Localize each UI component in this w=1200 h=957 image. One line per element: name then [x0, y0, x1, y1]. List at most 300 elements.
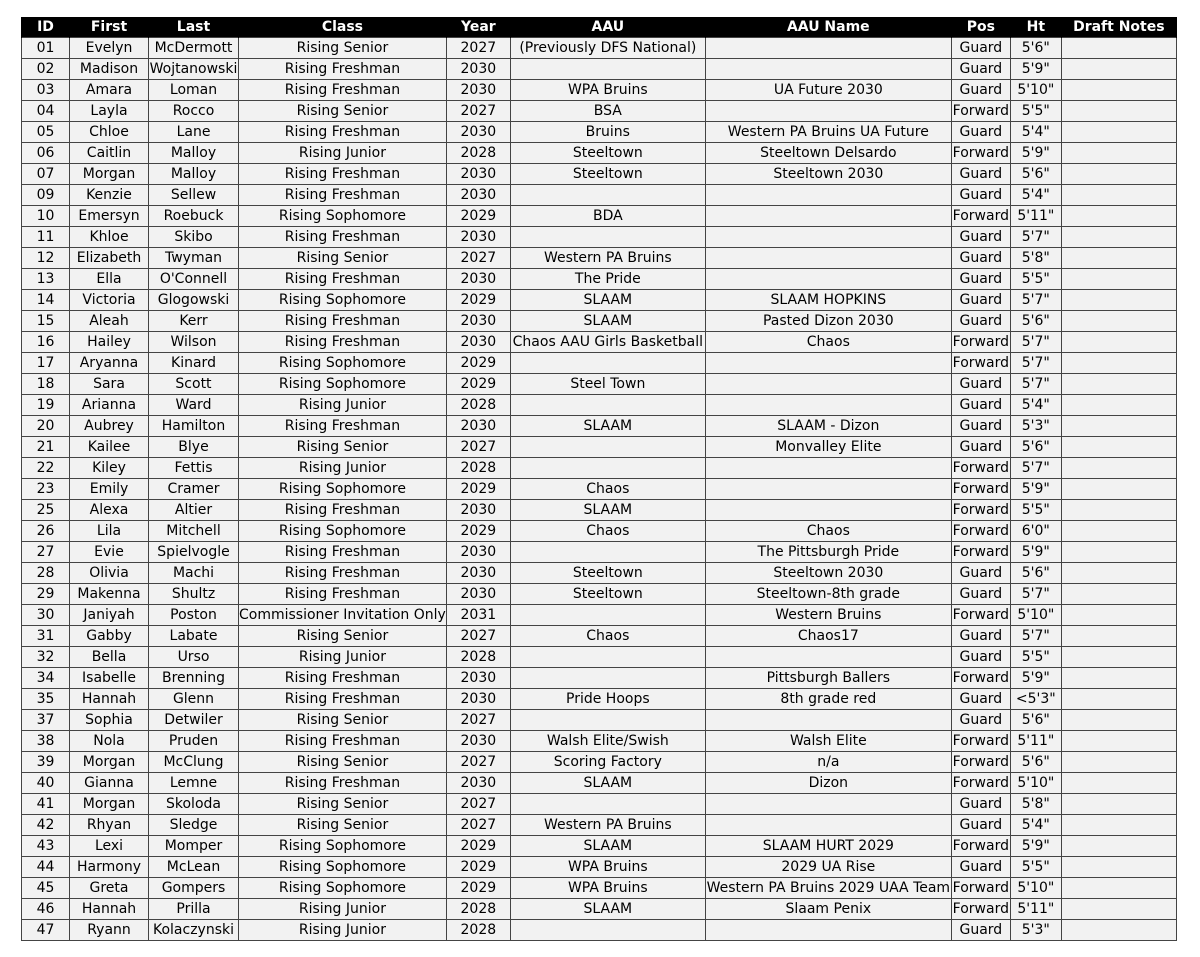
cell-first: Khloe — [70, 227, 149, 248]
cell-year: 2027 — [446, 248, 510, 269]
roster-table — [21, 17, 1177, 941]
cell-pos: Forward — [951, 206, 1010, 227]
table-row — [22, 542, 1177, 563]
cell-first: Lexi — [70, 836, 149, 857]
cell-class: Rising Sophomore — [239, 290, 447, 311]
cell-draft-notes — [1061, 605, 1176, 626]
cell-ht: 5'5" — [1010, 500, 1061, 521]
cell-draft-notes — [1061, 626, 1176, 647]
cell-ht: 5'4" — [1010, 395, 1061, 416]
cell-ht: 5'7" — [1010, 626, 1061, 647]
cell-last: Kerr — [149, 311, 239, 332]
cell-pos: Guard — [951, 689, 1010, 710]
cell-id: 38 — [22, 731, 70, 752]
cell-ht: 5'6" — [1010, 164, 1061, 185]
cell-pos: Guard — [951, 122, 1010, 143]
table-row — [22, 269, 1177, 290]
cell-draft-notes — [1061, 794, 1176, 815]
cell-first: Morgan — [70, 752, 149, 773]
cell-draft-notes — [1061, 584, 1176, 605]
cell-aau: SLAAM — [510, 500, 705, 521]
cell-draft-notes — [1061, 227, 1176, 248]
cell-ht: 5'5" — [1010, 269, 1061, 290]
cell-ht: 5'9" — [1010, 836, 1061, 857]
cell-aau: Chaos AAU Girls Basketball — [510, 332, 705, 353]
cell-aau: Scoring Factory — [510, 752, 705, 773]
cell-pos: Forward — [951, 479, 1010, 500]
cell-pos: Guard — [951, 437, 1010, 458]
cell-year: 2030 — [446, 773, 510, 794]
cell-aau-name: Pittsburgh Ballers — [705, 668, 951, 689]
cell-draft-notes — [1061, 731, 1176, 752]
cell-first: Gianna — [70, 773, 149, 794]
header-row — [22, 17, 1177, 38]
cell-year: 2030 — [446, 122, 510, 143]
cell-year: 2027 — [446, 437, 510, 458]
cell-year: 2028 — [446, 920, 510, 941]
cell-last: Skibo — [149, 227, 239, 248]
cell-class: Rising Freshman — [239, 185, 447, 206]
cell-last: Lane — [149, 122, 239, 143]
table-row — [22, 458, 1177, 479]
cell-aau-name — [705, 395, 951, 416]
header-last: Last — [149, 17, 239, 38]
cell-first: Caitlin — [70, 143, 149, 164]
cell-ht: <5'3" — [1010, 689, 1061, 710]
cell-last: Scott — [149, 374, 239, 395]
cell-aau-name — [705, 710, 951, 731]
cell-first: Makenna — [70, 584, 149, 605]
cell-aau — [510, 227, 705, 248]
cell-class: Rising Freshman — [239, 311, 447, 332]
cell-draft-notes — [1061, 269, 1176, 290]
cell-id: 30 — [22, 605, 70, 626]
table-row — [22, 920, 1177, 941]
cell-last: O'Connell — [149, 269, 239, 290]
cell-first: Ella — [70, 269, 149, 290]
cell-aau-name — [705, 38, 951, 59]
cell-draft-notes — [1061, 185, 1176, 206]
cell-pos: Forward — [951, 731, 1010, 752]
cell-aau — [510, 794, 705, 815]
cell-id: 14 — [22, 290, 70, 311]
cell-last: Wojtanowski — [149, 59, 239, 80]
cell-aau: SLAAM — [510, 416, 705, 437]
cell-first: Layla — [70, 101, 149, 122]
cell-class: Rising Senior — [239, 626, 447, 647]
cell-pos: Forward — [951, 500, 1010, 521]
cell-draft-notes — [1061, 857, 1176, 878]
cell-ht: 5'6" — [1010, 710, 1061, 731]
cell-ht: 5'6" — [1010, 38, 1061, 59]
cell-id: 06 — [22, 143, 70, 164]
cell-class: Rising Sophomore — [239, 521, 447, 542]
table-row — [22, 794, 1177, 815]
cell-ht: 5'7" — [1010, 353, 1061, 374]
cell-aau-name: Steeltown-8th grade — [705, 584, 951, 605]
cell-year: 2030 — [446, 164, 510, 185]
cell-last: Urso — [149, 647, 239, 668]
cell-year: 2030 — [446, 332, 510, 353]
cell-pos: Guard — [951, 227, 1010, 248]
cell-aau — [510, 458, 705, 479]
cell-draft-notes — [1061, 710, 1176, 731]
cell-draft-notes — [1061, 479, 1176, 500]
cell-year: 2030 — [446, 80, 510, 101]
cell-aau-name — [705, 458, 951, 479]
cell-pos: Guard — [951, 626, 1010, 647]
table-row — [22, 206, 1177, 227]
cell-last: Glenn — [149, 689, 239, 710]
cell-class: Commissioner Invitation Only — [239, 605, 447, 626]
cell-pos: Forward — [951, 353, 1010, 374]
cell-first: Morgan — [70, 164, 149, 185]
cell-draft-notes — [1061, 521, 1176, 542]
cell-draft-notes — [1061, 773, 1176, 794]
cell-draft-notes — [1061, 101, 1176, 122]
cell-aau-name: Western Bruins — [705, 605, 951, 626]
table-row — [22, 353, 1177, 374]
cell-id: 25 — [22, 500, 70, 521]
cell-aau-name: Pasted Dizon 2030 — [705, 311, 951, 332]
cell-last: Momper — [149, 836, 239, 857]
cell-last: Mitchell — [149, 521, 239, 542]
table-row — [22, 122, 1177, 143]
cell-class: Rising Sophomore — [239, 878, 447, 899]
cell-aau-name: SLAAM HURT 2029 — [705, 836, 951, 857]
cell-aau — [510, 59, 705, 80]
table-row — [22, 332, 1177, 353]
cell-id: 16 — [22, 332, 70, 353]
cell-class: Rising Junior — [239, 899, 447, 920]
cell-pos: Forward — [951, 668, 1010, 689]
cell-id: 40 — [22, 773, 70, 794]
cell-first: Arianna — [70, 395, 149, 416]
cell-aau: Chaos — [510, 626, 705, 647]
cell-ht: 5'11" — [1010, 899, 1061, 920]
cell-class: Rising Freshman — [239, 122, 447, 143]
table-row — [22, 584, 1177, 605]
cell-aau-name — [705, 815, 951, 836]
cell-ht: 5'10" — [1010, 605, 1061, 626]
cell-ht: 5'3" — [1010, 416, 1061, 437]
cell-class: Rising Sophomore — [239, 206, 447, 227]
cell-id: 09 — [22, 185, 70, 206]
cell-draft-notes — [1061, 290, 1176, 311]
table-row — [22, 668, 1177, 689]
cell-aau-name: Chaos — [705, 332, 951, 353]
cell-id: 07 — [22, 164, 70, 185]
table-row — [22, 227, 1177, 248]
table-row — [22, 437, 1177, 458]
cell-aau: The Pride — [510, 269, 705, 290]
cell-aau: Western PA Bruins — [510, 815, 705, 836]
cell-aau: SLAAM — [510, 290, 705, 311]
cell-ht: 6'0" — [1010, 521, 1061, 542]
cell-year: 2028 — [446, 143, 510, 164]
cell-id: 28 — [22, 563, 70, 584]
cell-year: 2029 — [446, 857, 510, 878]
cell-last: Fettis — [149, 458, 239, 479]
cell-last: Machi — [149, 563, 239, 584]
cell-last: Sellew — [149, 185, 239, 206]
cell-ht: 5'4" — [1010, 185, 1061, 206]
cell-aau: WPA Bruins — [510, 878, 705, 899]
cell-class: Rising Senior — [239, 248, 447, 269]
table-row — [22, 395, 1177, 416]
cell-draft-notes — [1061, 353, 1176, 374]
table-row — [22, 248, 1177, 269]
cell-year: 2028 — [446, 395, 510, 416]
cell-id: 04 — [22, 101, 70, 122]
table-row — [22, 752, 1177, 773]
cell-last: McDermott — [149, 38, 239, 59]
cell-class: Rising Freshman — [239, 668, 447, 689]
cell-last: Glogowski — [149, 290, 239, 311]
cell-aau: Steel Town — [510, 374, 705, 395]
cell-id: 47 — [22, 920, 70, 941]
cell-ht: 5'5" — [1010, 647, 1061, 668]
cell-aau: (Previously DFS National) — [510, 38, 705, 59]
table-row — [22, 185, 1177, 206]
cell-pos: Guard — [951, 185, 1010, 206]
cell-year: 2027 — [446, 101, 510, 122]
cell-id: 13 — [22, 269, 70, 290]
cell-first: Evelyn — [70, 38, 149, 59]
table-row — [22, 416, 1177, 437]
cell-draft-notes — [1061, 437, 1176, 458]
cell-id: 18 — [22, 374, 70, 395]
cell-first: Emersyn — [70, 206, 149, 227]
cell-year: 2027 — [446, 815, 510, 836]
cell-last: Sledge — [149, 815, 239, 836]
cell-aau: Walsh Elite/Swish — [510, 731, 705, 752]
cell-draft-notes — [1061, 332, 1176, 353]
cell-class: Rising Junior — [239, 647, 447, 668]
cell-pos: Forward — [951, 605, 1010, 626]
cell-ht: 5'5" — [1010, 857, 1061, 878]
cell-last: Skoloda — [149, 794, 239, 815]
cell-first: Harmony — [70, 857, 149, 878]
cell-id: 21 — [22, 437, 70, 458]
cell-aau: SLAAM — [510, 773, 705, 794]
cell-first: Elizabeth — [70, 248, 149, 269]
cell-class: Rising Freshman — [239, 332, 447, 353]
cell-draft-notes — [1061, 164, 1176, 185]
cell-last: Rocco — [149, 101, 239, 122]
cell-class: Rising Senior — [239, 38, 447, 59]
header-year: Year — [446, 17, 510, 38]
cell-class: Rising Junior — [239, 920, 447, 941]
header-class: Class — [239, 17, 447, 38]
cell-aau: BSA — [510, 101, 705, 122]
table-row — [22, 836, 1177, 857]
cell-first: Nola — [70, 731, 149, 752]
cell-aau-name — [705, 269, 951, 290]
cell-ht: 5'11" — [1010, 731, 1061, 752]
table-row — [22, 815, 1177, 836]
cell-ht: 5'11" — [1010, 206, 1061, 227]
table-row — [22, 80, 1177, 101]
cell-aau-name — [705, 206, 951, 227]
cell-aau-name: UA Future 2030 — [705, 80, 951, 101]
cell-first: Aryanna — [70, 353, 149, 374]
cell-year: 2028 — [446, 458, 510, 479]
table-row — [22, 38, 1177, 59]
cell-ht: 5'6" — [1010, 563, 1061, 584]
cell-ht: 5'9" — [1010, 542, 1061, 563]
cell-ht: 5'3" — [1010, 920, 1061, 941]
table-row — [22, 521, 1177, 542]
cell-pos: Forward — [951, 101, 1010, 122]
cell-last: Malloy — [149, 143, 239, 164]
cell-year: 2029 — [446, 353, 510, 374]
cell-first: Hannah — [70, 689, 149, 710]
cell-year: 2027 — [446, 794, 510, 815]
cell-pos: Forward — [951, 752, 1010, 773]
cell-draft-notes — [1061, 122, 1176, 143]
cell-aau: Western PA Bruins — [510, 248, 705, 269]
cell-first: Emily — [70, 479, 149, 500]
cell-year: 2027 — [446, 38, 510, 59]
cell-draft-notes — [1061, 647, 1176, 668]
cell-first: Isabelle — [70, 668, 149, 689]
cell-aau-name — [705, 185, 951, 206]
cell-aau — [510, 395, 705, 416]
cell-aau-name — [705, 374, 951, 395]
cell-first: Greta — [70, 878, 149, 899]
cell-class: Rising Sophomore — [239, 479, 447, 500]
cell-aau-name — [705, 479, 951, 500]
roster-body — [22, 38, 1177, 941]
cell-aau: Pride Hoops — [510, 689, 705, 710]
cell-draft-notes — [1061, 920, 1176, 941]
cell-id: 23 — [22, 479, 70, 500]
cell-id: 12 — [22, 248, 70, 269]
cell-last: Labate — [149, 626, 239, 647]
cell-pos: Guard — [951, 164, 1010, 185]
cell-year: 2030 — [446, 668, 510, 689]
cell-draft-notes — [1061, 143, 1176, 164]
header-aau-name: AAU Name — [705, 17, 951, 38]
cell-last: Loman — [149, 80, 239, 101]
cell-last: Hamilton — [149, 416, 239, 437]
cell-year: 2027 — [446, 626, 510, 647]
cell-aau — [510, 437, 705, 458]
cell-first: Alexa — [70, 500, 149, 521]
cell-draft-notes — [1061, 815, 1176, 836]
table-row — [22, 311, 1177, 332]
cell-aau-name: 8th grade red — [705, 689, 951, 710]
cell-id: 26 — [22, 521, 70, 542]
cell-id: 39 — [22, 752, 70, 773]
cell-last: Shultz — [149, 584, 239, 605]
cell-class: Rising Freshman — [239, 164, 447, 185]
cell-aau-name: Steeltown Delsardo — [705, 143, 951, 164]
cell-ht: 5'7" — [1010, 584, 1061, 605]
cell-aau-name: Slaam Penix — [705, 899, 951, 920]
cell-pos: Forward — [951, 878, 1010, 899]
cell-class: Rising Freshman — [239, 542, 447, 563]
cell-last: Brenning — [149, 668, 239, 689]
cell-ht: 5'10" — [1010, 878, 1061, 899]
cell-pos: Forward — [951, 899, 1010, 920]
cell-class: Rising Freshman — [239, 227, 447, 248]
table-row — [22, 857, 1177, 878]
cell-last: Kinard — [149, 353, 239, 374]
cell-aau: Bruins — [510, 122, 705, 143]
cell-draft-notes — [1061, 563, 1176, 584]
cell-aau: Steeltown — [510, 164, 705, 185]
cell-aau — [510, 920, 705, 941]
cell-id: 15 — [22, 311, 70, 332]
cell-aau-name: Western PA Bruins UA Future — [705, 122, 951, 143]
cell-last: McLean — [149, 857, 239, 878]
cell-pos: Guard — [951, 395, 1010, 416]
cell-aau-name: Western PA Bruins 2029 UAA Team — [705, 878, 951, 899]
cell-aau: Chaos — [510, 521, 705, 542]
cell-year: 2030 — [446, 227, 510, 248]
cell-year: 2029 — [446, 521, 510, 542]
table-row — [22, 647, 1177, 668]
cell-last: Pruden — [149, 731, 239, 752]
cell-draft-notes — [1061, 59, 1176, 80]
cell-class: Rising Freshman — [239, 584, 447, 605]
cell-id: 37 — [22, 710, 70, 731]
cell-pos: Guard — [951, 563, 1010, 584]
cell-pos: Forward — [951, 332, 1010, 353]
cell-class: Rising Sophomore — [239, 857, 447, 878]
cell-first: Morgan — [70, 794, 149, 815]
cell-id: 31 — [22, 626, 70, 647]
cell-aau-name: SLAAM - Dizon — [705, 416, 951, 437]
cell-pos: Guard — [951, 710, 1010, 731]
cell-aau-name: Chaos — [705, 521, 951, 542]
cell-class: Rising Senior — [239, 710, 447, 731]
cell-id: 43 — [22, 836, 70, 857]
cell-class: Rising Junior — [239, 458, 447, 479]
cell-id: 19 — [22, 395, 70, 416]
cell-aau-name — [705, 248, 951, 269]
cell-year: 2028 — [446, 899, 510, 920]
table-row — [22, 143, 1177, 164]
cell-draft-notes — [1061, 668, 1176, 689]
cell-first: Janiyah — [70, 605, 149, 626]
cell-draft-notes — [1061, 416, 1176, 437]
cell-id: 10 — [22, 206, 70, 227]
cell-class: Rising Freshman — [239, 731, 447, 752]
cell-first: Madison — [70, 59, 149, 80]
cell-last: Detwiler — [149, 710, 239, 731]
cell-year: 2030 — [446, 416, 510, 437]
cell-last: Cramer — [149, 479, 239, 500]
cell-ht: 5'4" — [1010, 815, 1061, 836]
cell-id: 41 — [22, 794, 70, 815]
cell-first: Evie — [70, 542, 149, 563]
cell-id: 32 — [22, 647, 70, 668]
cell-aau — [510, 353, 705, 374]
cell-year: 2030 — [446, 500, 510, 521]
cell-aau: WPA Bruins — [510, 80, 705, 101]
cell-id: 20 — [22, 416, 70, 437]
cell-year: 2030 — [446, 59, 510, 80]
cell-aau-name — [705, 794, 951, 815]
cell-id: 35 — [22, 689, 70, 710]
cell-aau — [510, 605, 705, 626]
cell-first: Sara — [70, 374, 149, 395]
cell-last: Malloy — [149, 164, 239, 185]
cell-aau-name: SLAAM HOPKINS — [705, 290, 951, 311]
